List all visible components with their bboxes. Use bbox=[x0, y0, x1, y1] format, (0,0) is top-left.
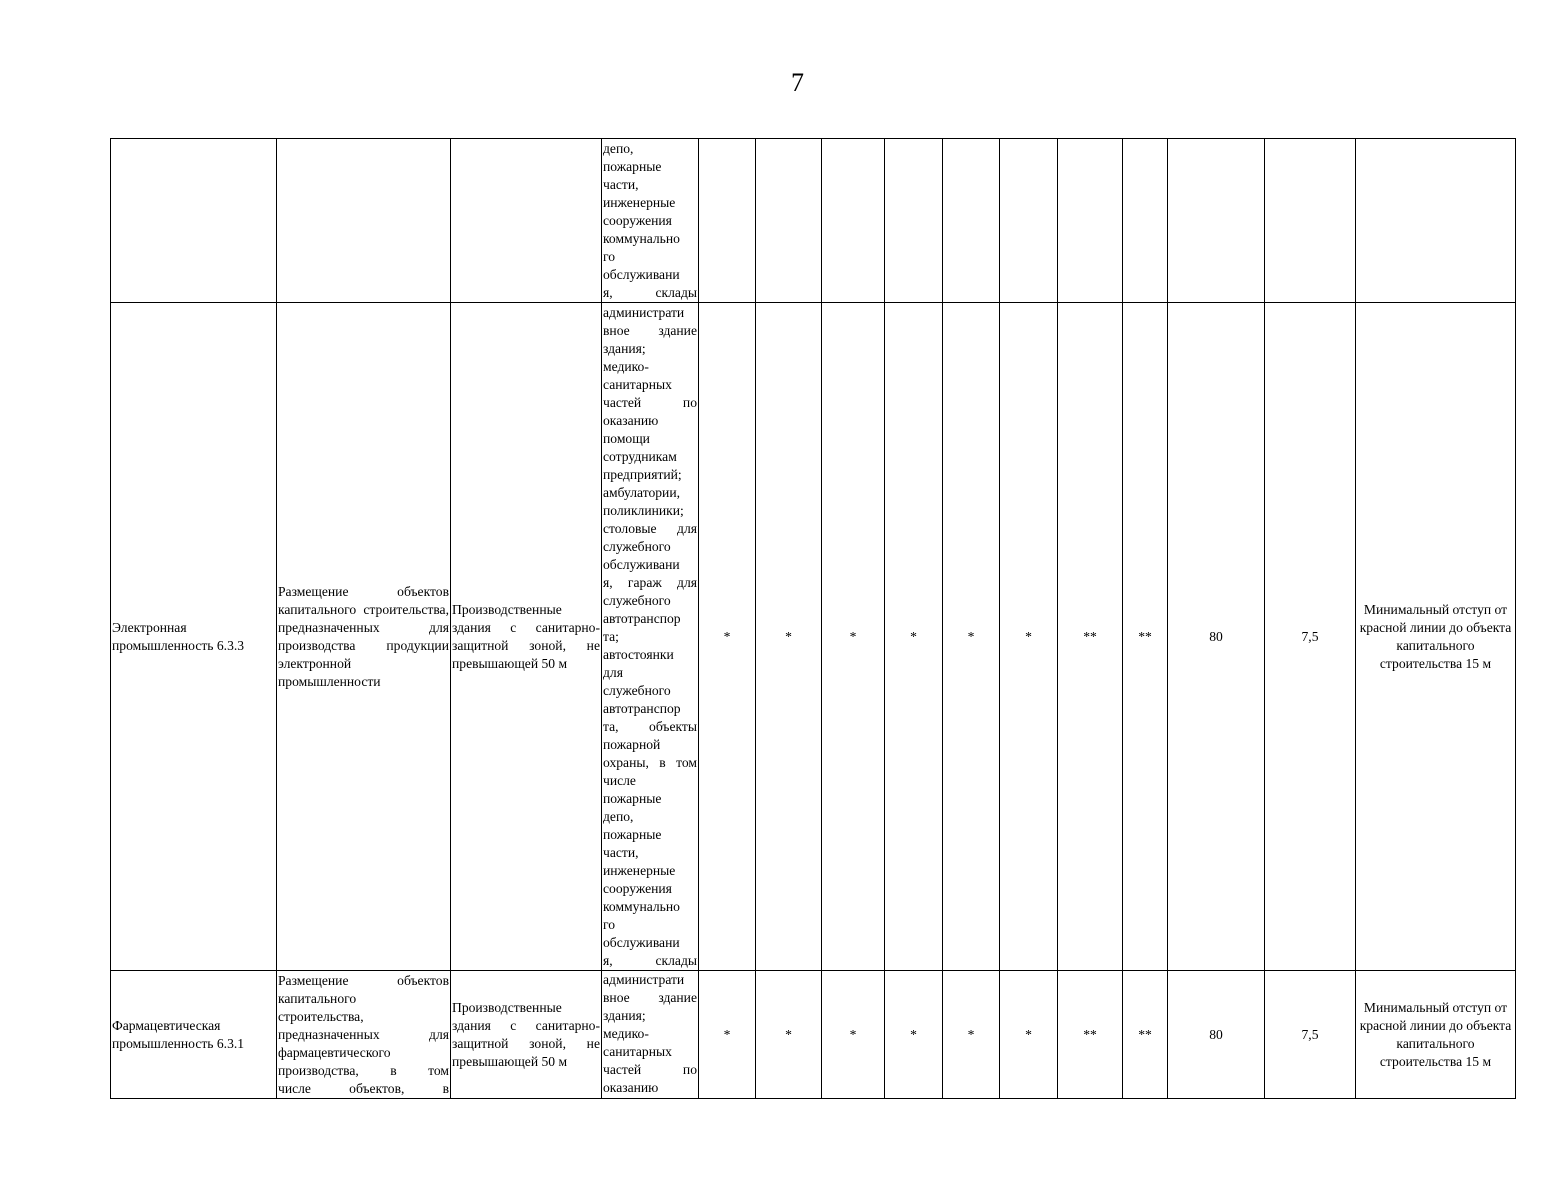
permitted-objects-cell: Производственные здания с санитарно-защитной зоной, не превышающей 50 м bbox=[451, 303, 602, 971]
auxiliary-objects-cell-line: частей по bbox=[603, 1062, 697, 1077]
auxiliary-objects-cell-line: депо, bbox=[603, 808, 634, 824]
auxiliary-objects-cell-line: поликлиники; bbox=[603, 502, 684, 518]
parameter-mark-cell: ** bbox=[1123, 303, 1168, 971]
auxiliary-objects-cell-line: сооружения bbox=[603, 880, 672, 896]
auxiliary-objects-cell-line: части, bbox=[603, 844, 639, 860]
auxiliary-objects-cell-line: сотрудникам bbox=[603, 448, 677, 464]
table-body bbox=[111, 139, 1516, 1099]
use-description-cell bbox=[277, 139, 451, 303]
land-use-type-cell bbox=[111, 139, 277, 303]
auxiliary-objects-cell-line: пожарные bbox=[603, 158, 662, 174]
parameter-mark-cell: * bbox=[943, 971, 1000, 1099]
auxiliary-objects-cell-line: обслуживани bbox=[603, 266, 680, 282]
parameter-mark-cell: * bbox=[699, 971, 756, 1099]
parameter-mark-cell bbox=[1123, 139, 1168, 303]
parameter-mark-cell bbox=[1000, 139, 1058, 303]
auxiliary-objects-cell-line: го bbox=[603, 248, 616, 264]
auxiliary-objects-cell-line: амбулатории, bbox=[603, 484, 681, 500]
auxiliary-objects-cell-line: та; bbox=[603, 628, 619, 644]
use-description-cell-line: производства, в том bbox=[278, 1062, 449, 1078]
auxiliary-objects-cell-line: я, гараж для bbox=[603, 574, 697, 590]
auxiliary-objects-cell-line: служебного bbox=[603, 538, 671, 554]
auxiliary-objects-cell-line: оказанию bbox=[603, 412, 659, 428]
auxiliary-objects-cell-line: служебного bbox=[603, 592, 671, 608]
auxiliary-objects-cell-line: автостоянки bbox=[603, 646, 674, 662]
auxiliary-objects-cell bbox=[602, 971, 699, 1099]
auxiliary-objects-cell-line: части, bbox=[603, 176, 639, 192]
auxiliary-objects-cell-line: медико- bbox=[603, 1026, 649, 1041]
auxiliary-objects-cell-line: служебного bbox=[603, 682, 671, 698]
auxiliary-objects-cell-line: здания; bbox=[603, 1008, 646, 1023]
auxiliary-objects-cell-line: медико- bbox=[603, 358, 649, 374]
auxiliary-objects-cell bbox=[602, 303, 699, 971]
auxiliary-objects-cell-line: пожарные bbox=[603, 826, 662, 842]
auxiliary-objects-cell-line: столовые для bbox=[603, 520, 697, 536]
use-description-cell-line: Размещение объектов bbox=[278, 972, 449, 988]
use-description-cell-line: предназначенных для bbox=[278, 1026, 449, 1042]
permitted-objects-cell: Производственные здания с санитарно-защитной зоной, не превышающей 50 м bbox=[451, 971, 602, 1099]
parameter-mark-cell: ** bbox=[1058, 971, 1123, 1099]
auxiliary-objects-cell-line: обслуживани bbox=[603, 556, 680, 572]
auxiliary-objects-cell-line: пожарной bbox=[603, 736, 661, 752]
table-row bbox=[111, 303, 1516, 971]
parameter-mark-cell: * bbox=[822, 971, 885, 1099]
use-description-cell-line: капитального bbox=[278, 990, 357, 1006]
table-row bbox=[111, 971, 1516, 1099]
max-coverage-cell bbox=[1168, 139, 1265, 303]
auxiliary-objects-cell-line: здания; bbox=[603, 340, 646, 356]
use-description-cell: Размещение объектов капитального строительства, предназначенных для производства продукции электронной промышленности bbox=[277, 303, 451, 971]
setback-cell: 7,5 bbox=[1265, 971, 1356, 1099]
auxiliary-objects-cell-line: обслуживани bbox=[603, 934, 680, 950]
parameter-mark-cell: * bbox=[756, 971, 822, 1099]
use-description-cell-line: фармацевтического bbox=[278, 1044, 391, 1060]
parameter-mark-cell: * bbox=[699, 303, 756, 971]
permitted-objects-cell bbox=[451, 139, 602, 303]
parameter-mark-cell: * bbox=[1000, 303, 1058, 971]
parameter-mark-cell: * bbox=[943, 303, 1000, 971]
auxiliary-objects-cell bbox=[602, 139, 699, 303]
parameter-mark-cell: * bbox=[822, 303, 885, 971]
notes-cell bbox=[1356, 139, 1516, 303]
auxiliary-objects-cell-line: предприятий; bbox=[603, 466, 682, 482]
auxiliary-objects-cell-line: санитарных bbox=[603, 1044, 672, 1059]
zoning-regulations-table bbox=[110, 138, 1516, 1099]
land-use-type-cell: Электронная промышленность 6.3.3 bbox=[111, 303, 277, 971]
auxiliary-objects-cell-line: сооружения bbox=[603, 212, 672, 228]
use-description-cell-line: строительства, bbox=[278, 1008, 364, 1024]
auxiliary-objects-cell-line: частей по bbox=[603, 394, 697, 410]
parameter-mark-cell: * bbox=[885, 303, 943, 971]
table-row bbox=[111, 139, 1516, 303]
auxiliary-objects-cell-line: коммунально bbox=[603, 230, 680, 246]
parameter-mark-cell: ** bbox=[1058, 303, 1123, 971]
auxiliary-objects-cell-line: та, объекты bbox=[603, 718, 697, 734]
parameter-mark-cell: ** bbox=[1123, 971, 1168, 1099]
auxiliary-objects-cell-line: помощи bbox=[603, 430, 650, 446]
setback-cell bbox=[1265, 139, 1356, 303]
parameter-mark-cell bbox=[885, 139, 943, 303]
parameter-mark-cell: * bbox=[756, 303, 822, 971]
auxiliary-objects-cell-line: вное здание bbox=[603, 322, 697, 338]
parameter-mark-cell bbox=[699, 139, 756, 303]
land-use-type-cell: Фармацевтическая промышленность 6.3.1 bbox=[111, 971, 277, 1099]
auxiliary-objects-cell-line: го bbox=[603, 916, 616, 932]
parameter-mark-cell bbox=[943, 139, 1000, 303]
parameter-mark-cell: * bbox=[885, 971, 943, 1099]
auxiliary-objects-cell-line: вное здание bbox=[603, 990, 697, 1005]
auxiliary-objects-cell-line: депо, bbox=[603, 140, 634, 156]
parameter-mark-cell: * bbox=[1000, 971, 1058, 1099]
max-coverage-cell: 80 bbox=[1168, 971, 1265, 1099]
auxiliary-objects-cell-line: я, склады bbox=[603, 284, 697, 300]
auxiliary-objects-cell-line: я, склады bbox=[603, 952, 697, 968]
max-coverage-cell: 80 bbox=[1168, 303, 1265, 971]
use-description-cell-line: числе объектов, в bbox=[278, 1080, 449, 1096]
parameter-mark-cell bbox=[756, 139, 822, 303]
auxiliary-objects-cell-line: оказанию bbox=[603, 1080, 659, 1095]
auxiliary-objects-cell-line: для bbox=[603, 664, 623, 680]
auxiliary-objects-cell-line: санитарных bbox=[603, 376, 672, 392]
auxiliary-objects-cell-line: коммунально bbox=[603, 898, 680, 914]
auxiliary-objects-cell-line: пожарные bbox=[603, 790, 662, 806]
auxiliary-objects-cell-line: числе bbox=[603, 772, 636, 788]
parameter-mark-cell bbox=[822, 139, 885, 303]
auxiliary-objects-cell-line: администрати bbox=[603, 972, 685, 987]
page-number: 7 bbox=[791, 68, 804, 97]
auxiliary-objects-cell-line: автотранспор bbox=[603, 700, 681, 716]
notes-cell: Минимальный отступ от красной линии до объекта капитального строительства 15 м bbox=[1356, 971, 1516, 1099]
notes-cell: Минимальный отступ от красной линии до объекта капитального строительства 15 м bbox=[1356, 303, 1516, 971]
auxiliary-objects-cell-line: автотранспор bbox=[603, 610, 681, 626]
auxiliary-objects-cell-line: инженерные bbox=[603, 862, 676, 878]
use-description-cell bbox=[277, 971, 451, 1099]
auxiliary-objects-cell-line: инженерные bbox=[603, 194, 676, 210]
auxiliary-objects-cell-line: администрати bbox=[603, 304, 685, 320]
auxiliary-objects-cell-line: охраны, в том bbox=[603, 754, 697, 770]
parameter-mark-cell bbox=[1058, 139, 1123, 303]
setback-cell: 7,5 bbox=[1265, 303, 1356, 971]
